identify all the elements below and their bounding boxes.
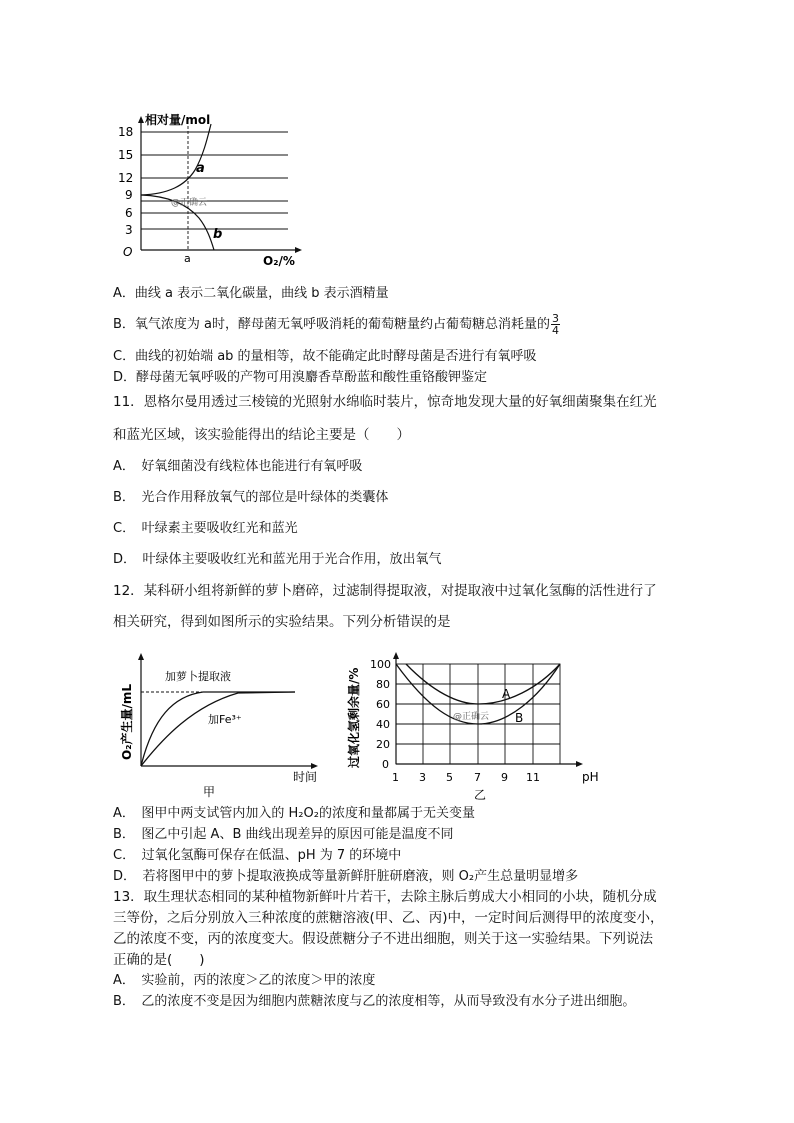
figure-jia-o2-production [113, 648, 333, 798]
yi-curve-A-label: A [502, 687, 511, 701]
yi-xtick-1: 1 [392, 771, 399, 784]
q10-option-c: C．曲线的初始端 ab 的量相等，故不能确定此时酵母菌是否进行有氧呼吸 [113, 349, 537, 364]
figure-yi-h2o2-remaining [338, 648, 618, 803]
q12-stem-line2: 相关研究，得到如图所示的实验结果。下列分析错误的是 [113, 614, 451, 630]
yi-ytick-100: 100 [370, 658, 391, 671]
curve-radish-extract [141, 692, 295, 766]
fig1-xlabel: O₂/% [263, 254, 295, 268]
q11-stem-line2: 和蓝光区域，该实验能得出的结论主要是（ ） [113, 427, 410, 443]
figure-respiration-curves [113, 110, 313, 270]
yi-ytick-40: 40 [376, 718, 390, 731]
jia-label-radish: 加萝卜提取液 [165, 670, 231, 683]
fig1-ytick-9: 9 [125, 188, 133, 202]
fig1-ytick-3: 3 [125, 223, 133, 237]
yi-watermark: @正确云 [453, 712, 490, 722]
q11-option-c: C． 叶绿素主要吸收红光和蓝光 [113, 521, 298, 536]
jia-label-fe: 加Fe³⁺ [208, 713, 242, 726]
yi-xtick-9: 9 [501, 771, 508, 784]
q12-stem-line1: 12．某科研小组将新鲜的萝卜磨碎，过滤制得提取液，对提取液中过氧化氢酶的活性进行了 [113, 583, 657, 599]
q13-stem-line4: 正确的是( ) [113, 952, 205, 968]
fig1-watermark: @正确云 [171, 198, 208, 208]
q13-stem-line1: 13．取生理状态相同的某种植物新鲜叶片若干，去除主脉后剪成大小相同的小块，随机分成 [113, 889, 657, 905]
fig1-ylabel: 相对量/mol [145, 113, 211, 127]
q13-stem-line3: 乙的浓度不变，丙的浓度变大。假设蔗糖分子不进出细胞，则关于这一实验结果。下列说法 [113, 931, 653, 947]
q13-option-b: B． 乙的浓度不变是因为细胞内蔗糖浓度与乙的浓度相等，从而导致没有水分子进出细胞。 [113, 994, 636, 1009]
jia-ylabel: O₂产生量/mL [120, 684, 134, 760]
q11-stem-line1: 11．恩格尔曼用透过三棱镜的光照射水绵临时装片，惊奇地发现大量的好氧细菌聚集在红光 [113, 394, 657, 410]
jia-caption: 甲 [203, 785, 216, 798]
yi-xlabel: pH [582, 770, 599, 784]
q12-option-b: B． 图乙中引起 A、B 曲线出现差异的原因可能是温度不同 [113, 827, 454, 842]
curve-fe3 [141, 692, 295, 766]
q10-option-d: D．酵母菌无氧呼吸的产物可用溴麝香草酚蓝和酸性重铬酸钾鉴定 [113, 370, 488, 385]
q13-option-a: A． 实验前，丙的浓度＞乙的浓度＞甲的浓度 [113, 973, 376, 988]
fig1-origin: O [123, 245, 133, 259]
q11-option-b: B． 光合作用释放氧气的部位是叶绿体的类囊体 [113, 490, 389, 505]
yi-ytick-80: 80 [376, 678, 390, 691]
yi-ytick-60: 60 [376, 698, 390, 711]
fig1-ytick-15: 15 [118, 148, 134, 162]
yi-curve-B-label: B [515, 711, 524, 725]
yi-ylabel: 过氧化氢剩余量/% [347, 667, 361, 768]
yi-caption: 乙 [474, 788, 487, 802]
q10-option-b [113, 313, 560, 336]
yi-xtick-5: 5 [446, 771, 453, 784]
q12-option-c: C． 过氧化氢酶可保存在低温、pH 为 7 的环境中 [113, 848, 402, 863]
fig1-ytick-18: 18 [118, 125, 134, 139]
fig1-ytick-12: 12 [118, 171, 134, 185]
q13-stem-line2: 三等份，之后分别放入三种浓度的蔗糖溶液(甲、乙、丙)中，一定时间后测得甲的浓度变小， [113, 910, 664, 926]
q10-option-b-text: B．氧气浓度为 a时，酵母菌无氧呼吸消耗的葡萄糖量约占葡萄糖总消耗量的 [113, 317, 551, 332]
fig1-curve-a-label: a [196, 161, 205, 176]
q12-option-a: A． 图甲中两支试管内加入的 H₂O₂的浓度和量都属于无关变量 [113, 806, 475, 821]
fraction-three-quarters: $\frac{3}{4}$ [552, 312, 560, 337]
yi-xtick-11: 11 [526, 771, 540, 784]
yi-ytick-0: 0 [382, 758, 389, 771]
q11-option-d: D． 叶绿体主要吸收红光和蓝光用于光合作用，放出氧气 [113, 552, 442, 567]
fig1-ytick-6: 6 [125, 206, 133, 220]
q10-option-a: A．曲线 a 表示二氧化碳量，曲线 b 表示酒精量 [113, 286, 389, 301]
yi-xtick-7: 7 [474, 771, 481, 784]
q11-option-a: A． 好氧细菌没有线粒体也能进行有氧呼吸 [113, 459, 363, 474]
yi-ytick-20: 20 [376, 738, 390, 751]
jia-xlabel: 时间 [293, 770, 318, 784]
fig1-curve-b-label: b [213, 227, 223, 242]
fig1-xtick-a: a [184, 252, 191, 265]
q12-option-d: D． 若将图甲中的萝卜提取液换成等量新鲜肝脏研磨液，则 O₂产生总量明显增多 [113, 869, 579, 884]
yi-xtick-3: 3 [419, 771, 426, 784]
